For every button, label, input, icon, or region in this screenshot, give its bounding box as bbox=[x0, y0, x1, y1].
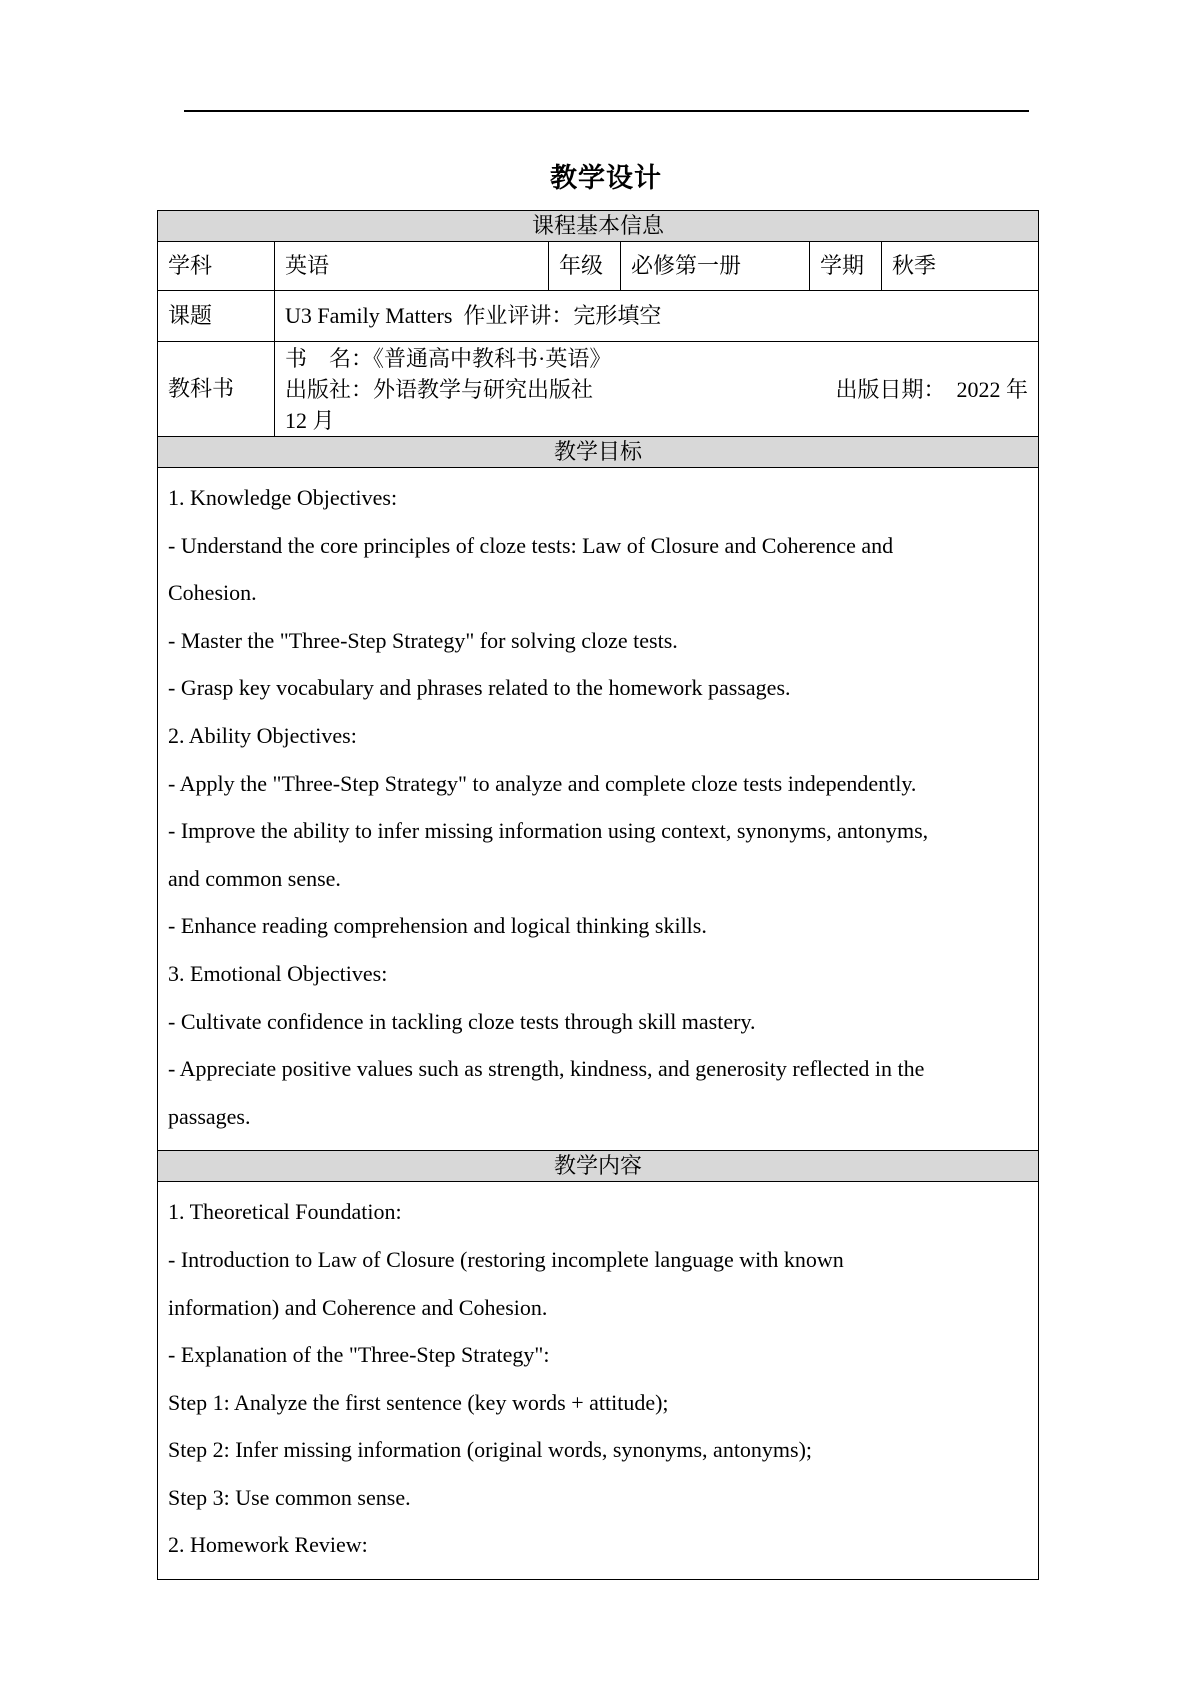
objectives-header: 教学目标 bbox=[158, 437, 1039, 468]
objective-line: - Enhance reading comprehension and logical thinking skills. bbox=[168, 913, 707, 939]
term-value: 秋季 bbox=[882, 242, 1039, 291]
subject-label: 学科 bbox=[158, 242, 275, 291]
publisher-date-line bbox=[285, 374, 1028, 405]
objective-line: - Grasp key vocabulary and phrases related to the homework passages. bbox=[168, 675, 791, 701]
subject-value: 英语 bbox=[275, 242, 549, 291]
objective-line: passages. bbox=[168, 1103, 251, 1129]
content-line: 2. Homework Review: bbox=[168, 1532, 368, 1558]
objective-line: - Cultivate confidence in tackling cloze tests through skill mastery. bbox=[168, 1008, 756, 1034]
publisher-text: 出版社：外语教学与研究出版社 bbox=[285, 376, 594, 402]
objective-line: - Master the "Three-Step Strategy" for solving cloze tests. bbox=[168, 627, 678, 653]
lesson-plan-table bbox=[157, 210, 1039, 1580]
content-line: - Explanation of the "Three-Step Strategy": bbox=[168, 1342, 550, 1368]
content-line: - Introduction to Law of Closure (restoring incomplete language with known bbox=[168, 1246, 844, 1272]
objective-line: 2. Ability Objectives: bbox=[168, 722, 357, 748]
content-line: Step 1: Analyze the first sentence (key words + attitude); bbox=[168, 1389, 669, 1415]
content-body-row bbox=[158, 1182, 1039, 1580]
basic-info-header: 课程基本信息 bbox=[158, 211, 1039, 242]
grade-value: 必修第一册 bbox=[621, 242, 810, 291]
objective-line: Cohesion. bbox=[168, 580, 257, 606]
objective-line: - Appreciate positive values such as strength, kindness, and generosity reflected in the bbox=[168, 1056, 925, 1082]
grade-label: 年级 bbox=[549, 242, 621, 291]
header-rule bbox=[184, 110, 1029, 112]
textbook-row bbox=[158, 342, 1039, 437]
objectives-body-row bbox=[158, 468, 1039, 1151]
content-line: 1. Theoretical Foundation: bbox=[168, 1199, 402, 1225]
content-line: Step 3: Use common sense. bbox=[168, 1484, 411, 1510]
textbook-label: 教科书 bbox=[158, 342, 275, 437]
content-line: Step 2: Infer missing information (original words, synonyms, antonyms); bbox=[168, 1437, 813, 1463]
topic-row bbox=[158, 291, 1039, 342]
objective-line: - Understand the core principles of cloze tests: Law of Closure and Coherence and bbox=[168, 532, 894, 558]
objective-line: - Apply the "Three-Step Strategy" to analyze and complete cloze tests independently. bbox=[168, 770, 917, 796]
objective-line: 3. Emotional Objectives: bbox=[168, 960, 388, 986]
topic-value: U3 Family Matters 作业评讲：完形填空 bbox=[275, 291, 1039, 342]
objective-line: - Improve the ability to infer missing information using context, synonyms, antonyms, bbox=[168, 818, 929, 844]
objective-line: 1. Knowledge Objectives: bbox=[168, 485, 398, 510]
pub-date-text: 出版日期： 2022 年 bbox=[835, 376, 1029, 402]
objectives-body bbox=[158, 468, 1039, 1151]
objective-line: and common sense. bbox=[168, 865, 341, 891]
textbook-details bbox=[275, 342, 1039, 437]
basic-info-header-row bbox=[158, 211, 1039, 242]
content-body bbox=[158, 1182, 1039, 1580]
content-line: information) and Coherence and Cohesion. bbox=[168, 1294, 548, 1320]
subject-row bbox=[158, 242, 1039, 291]
document-title: 教学设计 bbox=[550, 163, 662, 193]
pub-date-continued: 12 月 bbox=[285, 407, 335, 433]
content-header-row bbox=[158, 1151, 1039, 1182]
objectives-header-row bbox=[158, 437, 1039, 468]
book-name-line: 书 名：《普通高中教科书·英语》 bbox=[285, 345, 612, 371]
content-header: 教学内容 bbox=[158, 1151, 1039, 1182]
topic-label: 课题 bbox=[158, 291, 275, 342]
term-label: 学期 bbox=[810, 242, 882, 291]
